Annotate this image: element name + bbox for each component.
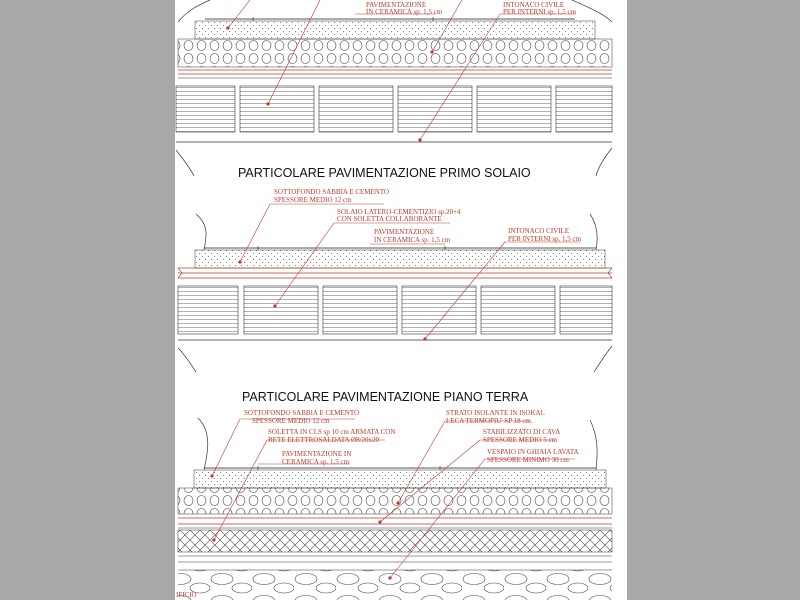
label-insulation-3a: STRATO ISOLANTE IN ISOKAL xyxy=(446,409,545,417)
section-piano-terra xyxy=(178,409,612,600)
label-insulation-3b: LECA TERMOPIU' SP 18 cm. xyxy=(446,417,533,425)
label-stabilized-3a: STABILIZZATO DI CAVA xyxy=(483,428,561,436)
label-floor-2a: PAVIMENTAZIONE xyxy=(374,228,435,236)
label-slab-2b: CON SOLETTA COLLABORANTE xyxy=(337,215,442,223)
drawing-sheet xyxy=(175,0,627,600)
label-plaster-1b: PER INTERNI sp. 1,5 cm xyxy=(503,8,577,16)
label-floor-2b: IN CERAMICA sp. 1,5 cm xyxy=(374,236,451,244)
title-primo-solaio: PARTICOLARE PAVIMENTAZIONE PRIMO SOLAIO xyxy=(238,166,531,180)
label-gravel-3b: SPESSORE MINIMO 30 cm xyxy=(487,456,569,464)
label-screed-2a: SOTTOFONDO SABBIA E CEMENTO xyxy=(274,188,390,196)
label-plaster-2a: INTONACO CIVILE xyxy=(508,227,570,235)
label-floor-3a: PAVIMENTAZIONE IN xyxy=(282,450,352,458)
label-plaster-1a: INTONACO CIVILE xyxy=(503,1,565,9)
label-floor-1b: IN CERAMICA sp. 1,5 cm xyxy=(366,8,443,16)
label-slab-2a: SOLAIO LATERO-CEMENTIZIO sp.20+4 xyxy=(337,208,461,216)
label-stabilized-3b: SPESSORE MEDIO 5 cm xyxy=(483,436,558,444)
label-screed-3a: SOTTOFONDO SABBIA E CEMENTO xyxy=(244,409,360,417)
tile-row-primo xyxy=(178,286,612,334)
construction-details-drawing xyxy=(175,0,627,600)
label-concrete-3b: RETE ELETTROSALDATA Ø8/20x20 xyxy=(268,436,380,444)
label-screed-3b: SPESSORE MEDIO 12 cm xyxy=(252,417,330,425)
label-gravel-3a: VESPAIO IN GHIAIA LAVATA xyxy=(487,448,579,456)
label-screed-2b: SPESSORE MEDIO 12 cm xyxy=(274,196,352,204)
tile-row-top xyxy=(176,86,612,132)
label-floor-3b: CERAMICA sp. 1,5 cm xyxy=(282,458,350,466)
footer-fragment: IFICIO xyxy=(176,591,197,599)
title-piano-terra: PARTICOLARE PAVIMENTAZIONE PIANO TERRA xyxy=(242,390,529,404)
label-plaster-2b: PER INTERNI sp. 1,5 cm xyxy=(508,235,582,243)
section-top xyxy=(176,0,612,176)
label-floor-1a: PAVIMENTAZIONE xyxy=(366,1,427,9)
section-primo-solaio xyxy=(178,188,612,372)
label-concrete-3a: SOLETTA IN CLS sp 10 cm ARMATA CON xyxy=(268,428,396,436)
